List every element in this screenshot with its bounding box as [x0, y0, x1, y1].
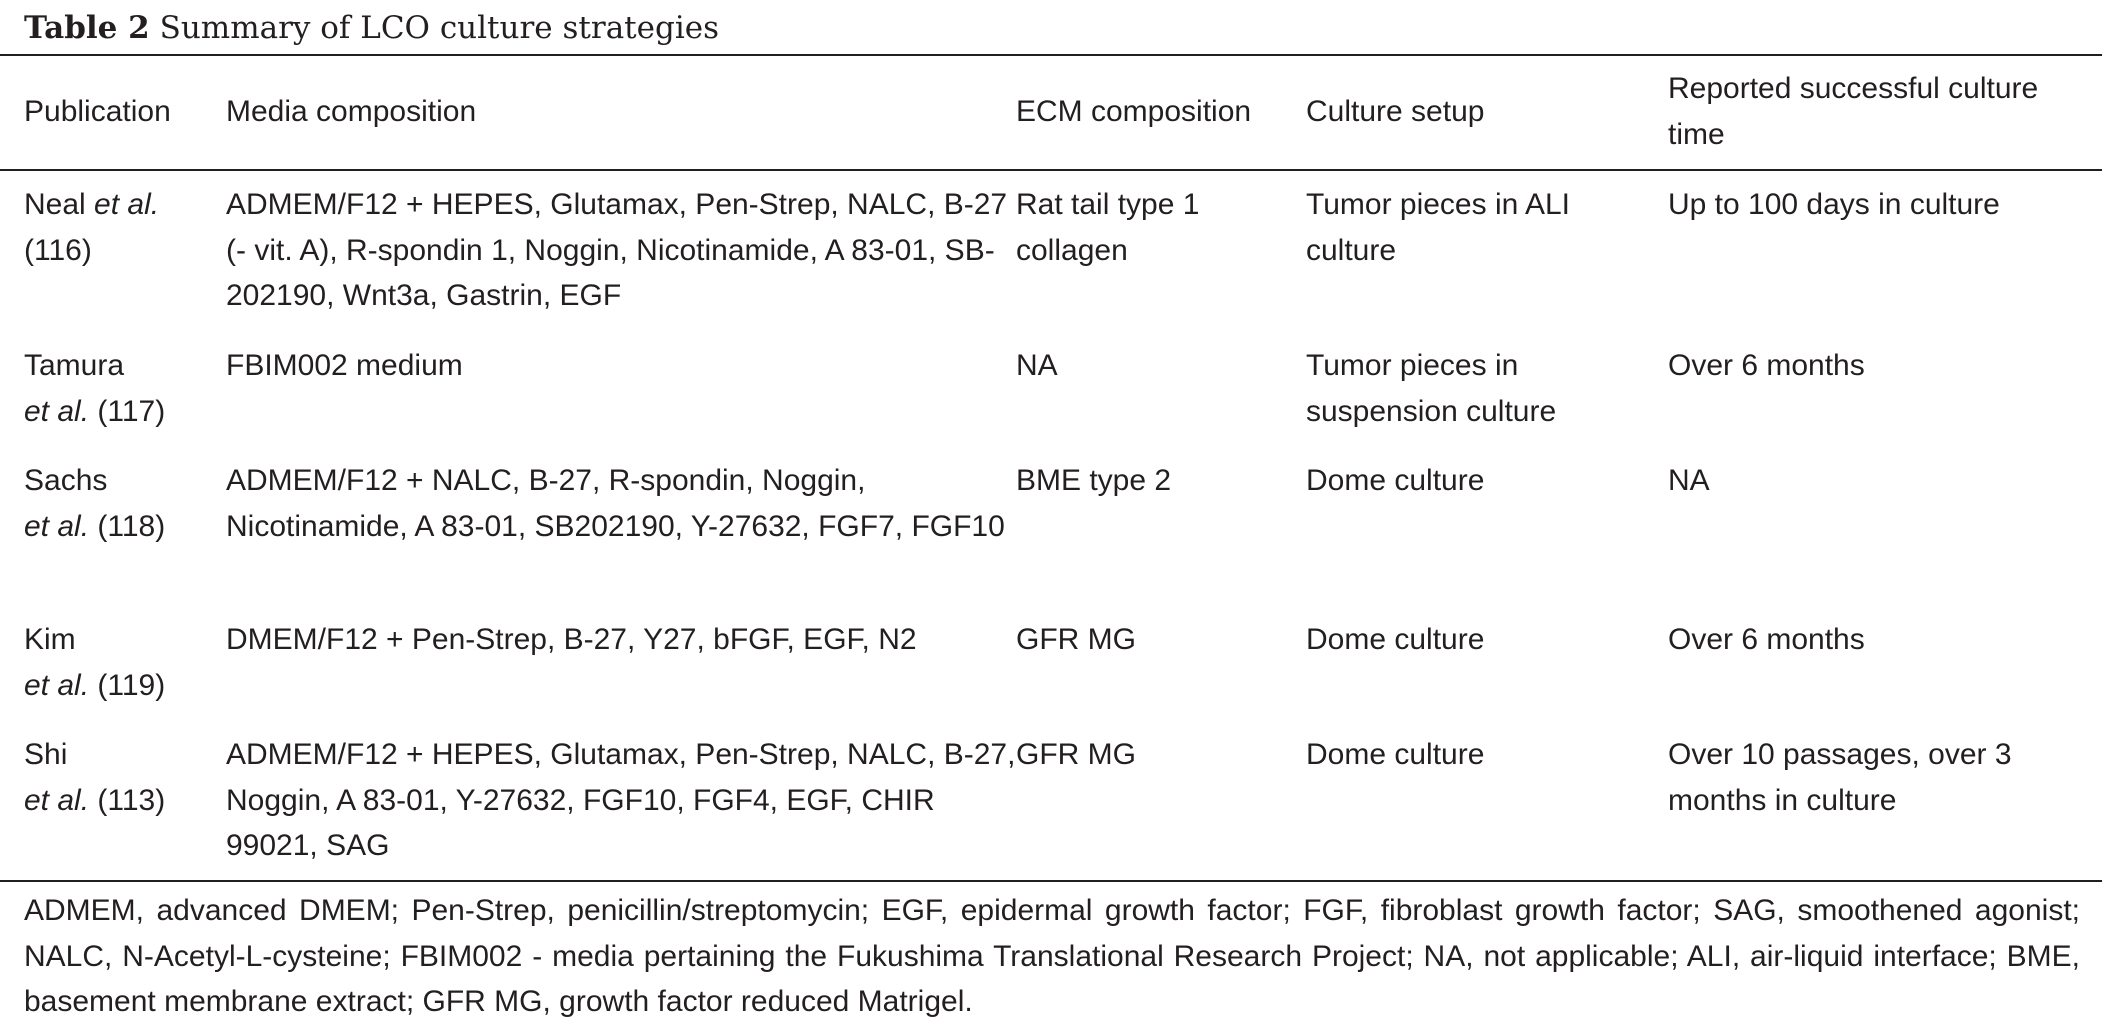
author-name: Shi [24, 738, 68, 771]
table-row-ecm: GFR MG [1016, 738, 1136, 771]
author-name: Neal [24, 188, 86, 221]
table-row-ecm: GFR MG [1016, 623, 1136, 656]
et-al: et al. [94, 188, 160, 221]
header-publication: Publication [24, 95, 171, 128]
table-row-media: ADMEM/F12 + HEPES, Glutamax, Pen-Strep, NALC, B-27 (- vit. A), R-spondin 1, Noggin, Nicotinamide, A 83-01, SB-202190, Wnt3a, Gastrin, EGF [226, 188, 1008, 312]
table-row-publication [24, 732, 219, 823]
table-row-setup: Dome culture [1306, 623, 1485, 656]
et-al: et al. [24, 783, 90, 817]
table-footnote: ADMEM, advanced DMEM; Pen-Strep, penicillin/streptomycin; EGF, epidermal growth factor; FGF, fibroblast growth factor; SAG, smoothened agonist; NALC, N-Acetyl-L-cysteine; FBIM002 - media pertaining the Fukushima Translational Research Project; NA, not applicable; ALI, air-liquid interface; BME, basement membrane extract; GFR MG, growth factor reduced Matrigel. [24, 894, 2080, 1018]
header-ecm-composition: ECM composition [1016, 95, 1252, 128]
table-row-time: Up to 100 days in culture [1668, 188, 2000, 221]
author-name: Sachs [24, 464, 108, 497]
table-caption [24, 4, 719, 52]
reference-number: (116) [24, 233, 92, 267]
table-top-rule [0, 54, 2102, 56]
table-row-time: Over 6 months [1668, 623, 1865, 656]
header-media-composition: Media composition [226, 95, 477, 128]
table-row-media: FBIM002 medium [226, 349, 463, 382]
table-row-time: NA [1668, 464, 1710, 497]
table-label: Table 2 [24, 10, 150, 46]
table-row-setup: Dome culture [1306, 464, 1485, 497]
table-row-setup: Tumor pieces in suspension culture [1306, 349, 1557, 428]
et-al: et al. [24, 509, 90, 543]
table-title: Summary of LCO culture strategies [159, 10, 719, 46]
et-al: et al. [24, 668, 90, 702]
author-name: Kim [24, 623, 76, 656]
author-name: Tamura [24, 349, 125, 382]
table-row-publication [24, 343, 219, 434]
table-row-time: Over 10 passages, over 3 months in culture [1668, 738, 2012, 817]
reference-number: (117) [97, 394, 166, 428]
table-row-setup: Dome culture [1306, 738, 1485, 771]
table-row-publication [24, 458, 219, 549]
table-row-setup: Tumor pieces in ALI culture [1306, 188, 1571, 267]
table-row-publication [24, 617, 219, 708]
reference-number: (118) [97, 509, 166, 543]
table-bottom-rule [0, 880, 2102, 882]
table-row-media: DMEM/F12 + Pen-Strep, B-27, Y27, bFGF, EGF, N2 [226, 623, 917, 656]
reference-number: (113) [97, 783, 166, 817]
table-row-ecm: Rat tail type 1 collagen [1016, 188, 1200, 267]
table-row-ecm: NA [1016, 349, 1058, 382]
header-culture-setup: Culture setup [1306, 95, 1485, 128]
reference-number: (119) [97, 668, 166, 702]
table-row-media: ADMEM/F12 + NALC, B-27, R-spondin, Noggin, Nicotinamide, A 83-01, SB202190, Y-27632, FGF7, FGF10 [226, 464, 1005, 543]
table-row-time: Over 6 months [1668, 349, 1865, 382]
table-row-publication [24, 182, 219, 273]
table-row-ecm: BME type 2 [1016, 464, 1172, 497]
et-al: et al. [24, 394, 90, 428]
table-row-media: ADMEM/F12 + HEPES, Glutamax, Pen-Strep, NALC, B-27, Noggin, A 83-01, Y-27632, FGF10, FGF4, EGF, CHIR 99021, SAG [226, 738, 1016, 862]
header-culture-time: Reported successful culture time [1668, 72, 2039, 151]
table-header-rule [0, 169, 2102, 171]
